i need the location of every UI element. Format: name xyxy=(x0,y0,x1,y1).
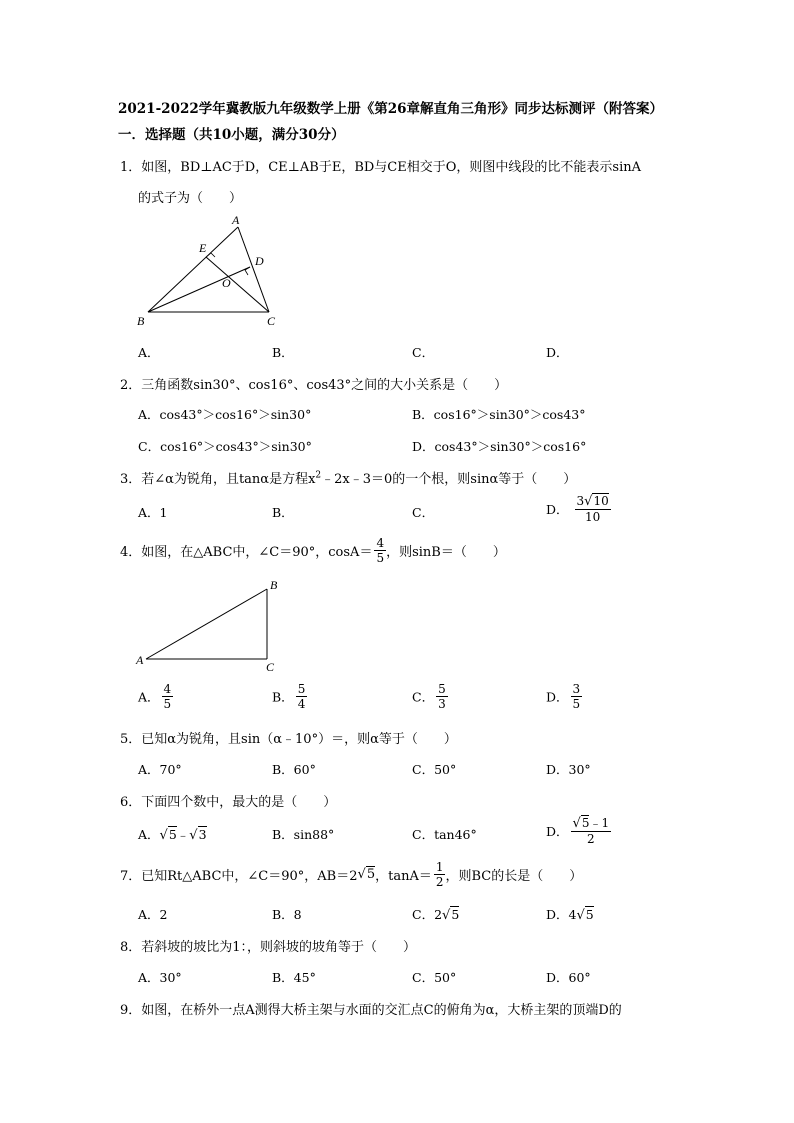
q6-option-a: A．√5﹣√3 xyxy=(138,827,207,843)
q4-option-b: B． $\frac{5}{4}$ xyxy=(272,682,306,711)
question-7: 7．已知Rt△ABC中，∠C＝90°，AB＝2√5，tanA＝ $\frac{1}{2}$ ，则BC的长是（ ） xyxy=(120,860,583,889)
q8-option-c: C．50° xyxy=(412,970,457,985)
document-title: 2021-2022学年冀教版九年级数学上册《第26章解直角三角形》同步达标测评（附答案） xyxy=(118,101,664,117)
q2-option-c: C．cos16°＞cos43°＞sin30° xyxy=(138,439,312,454)
q3-option-a: A．1 xyxy=(138,505,168,520)
question-1-figure xyxy=(130,212,290,332)
question-2: 2．三角函数sin30°、cos16°、cos43°之间的大小关系是（ ） xyxy=(120,378,508,393)
q1-option-b: B． xyxy=(272,345,294,360)
label-A: A xyxy=(136,653,144,667)
question-1-line1: 1．如图，BD⊥AC于D，CE⊥AB于E，BD与CE相交于O，则图中线段的比不能表示sinA xyxy=(120,160,641,175)
q1-option-c: C． xyxy=(412,345,435,360)
question-1-line2: 的式子为（ ） xyxy=(138,191,243,206)
q7-option-d: D．4√5 xyxy=(546,907,594,923)
label-B: B xyxy=(137,314,145,328)
label-C: C xyxy=(266,660,275,674)
label-O: O xyxy=(222,276,231,290)
q4-option-d: D． $\frac{3}{5}$ xyxy=(546,682,581,711)
q2-option-a: A．cos43°＞cos16°＞sin30° xyxy=(138,407,312,422)
label-B: B xyxy=(270,578,278,592)
label-C: C xyxy=(267,314,276,328)
q3-option-c: C． xyxy=(412,505,435,520)
section-heading: 一．选择题（共10小题，满分30分） xyxy=(118,127,345,143)
q7-option-a: A．2 xyxy=(138,907,168,922)
q8-option-b: B．45° xyxy=(272,970,316,985)
q3-option-d: D． $\frac{3√10}{10}$ xyxy=(546,494,609,524)
q4-option-c: C． $\frac{5}{3}$ xyxy=(412,682,446,711)
question-4-figure xyxy=(130,575,290,675)
question-8: 8．若斜坡的坡比为1：，则斜坡的坡角等于（ ） xyxy=(120,940,417,955)
q6-option-c: C．tan46° xyxy=(412,827,477,842)
q7-option-b: B．8 xyxy=(272,907,302,922)
q5-option-a: A．70° xyxy=(138,762,182,777)
q5-option-c: C．50° xyxy=(412,762,457,777)
label-E: E xyxy=(199,241,207,255)
q1-option-d: D． xyxy=(546,345,569,360)
q5-option-d: D．30° xyxy=(546,762,591,777)
label-A: A xyxy=(232,213,240,227)
q1-option-a: A． xyxy=(138,345,160,360)
q4-option-a: A． $\frac{4}{5}$ xyxy=(138,682,172,711)
q8-option-d: D．60° xyxy=(546,970,591,985)
q6-option-d: D． $\frac{√5﹣1}{2}$ xyxy=(546,816,610,846)
q2-option-b: B．cos16°＞sin30°＞cos43° xyxy=(412,407,586,422)
question-6: 6．下面四个数中，最大的是（ ） xyxy=(120,795,337,810)
question-9: 9．如图，在桥外一点A测得大桥主架与水面的交汇点C的俯角为α，大桥主架的顶端D的 xyxy=(120,1003,622,1018)
question-4: 4．如图，在△ABC中，∠C＝90°，cosA＝ $\frac{4}{5}$ ，则sinB＝（ ） xyxy=(120,536,506,565)
q3-option-b: B． xyxy=(272,505,294,520)
q7-option-c: C．2√5 xyxy=(412,907,460,923)
label-D: D xyxy=(255,254,264,268)
q2-option-d: D．cos43°＞sin30°＞cos16° xyxy=(412,439,587,454)
q8-option-a: A．30° xyxy=(138,970,182,985)
q6-option-b: B．sin88° xyxy=(272,827,335,842)
question-5: 5．已知α为锐角，且sin（α﹣10°）＝，则α等于（ ） xyxy=(120,732,457,747)
question-3: 3．若∠α为锐角，且tanα是方程$x^2﹣2x﹣3=0$的一个根，则sinα等于（ ） xyxy=(120,470,577,487)
q5-option-b: B．60° xyxy=(272,762,316,777)
